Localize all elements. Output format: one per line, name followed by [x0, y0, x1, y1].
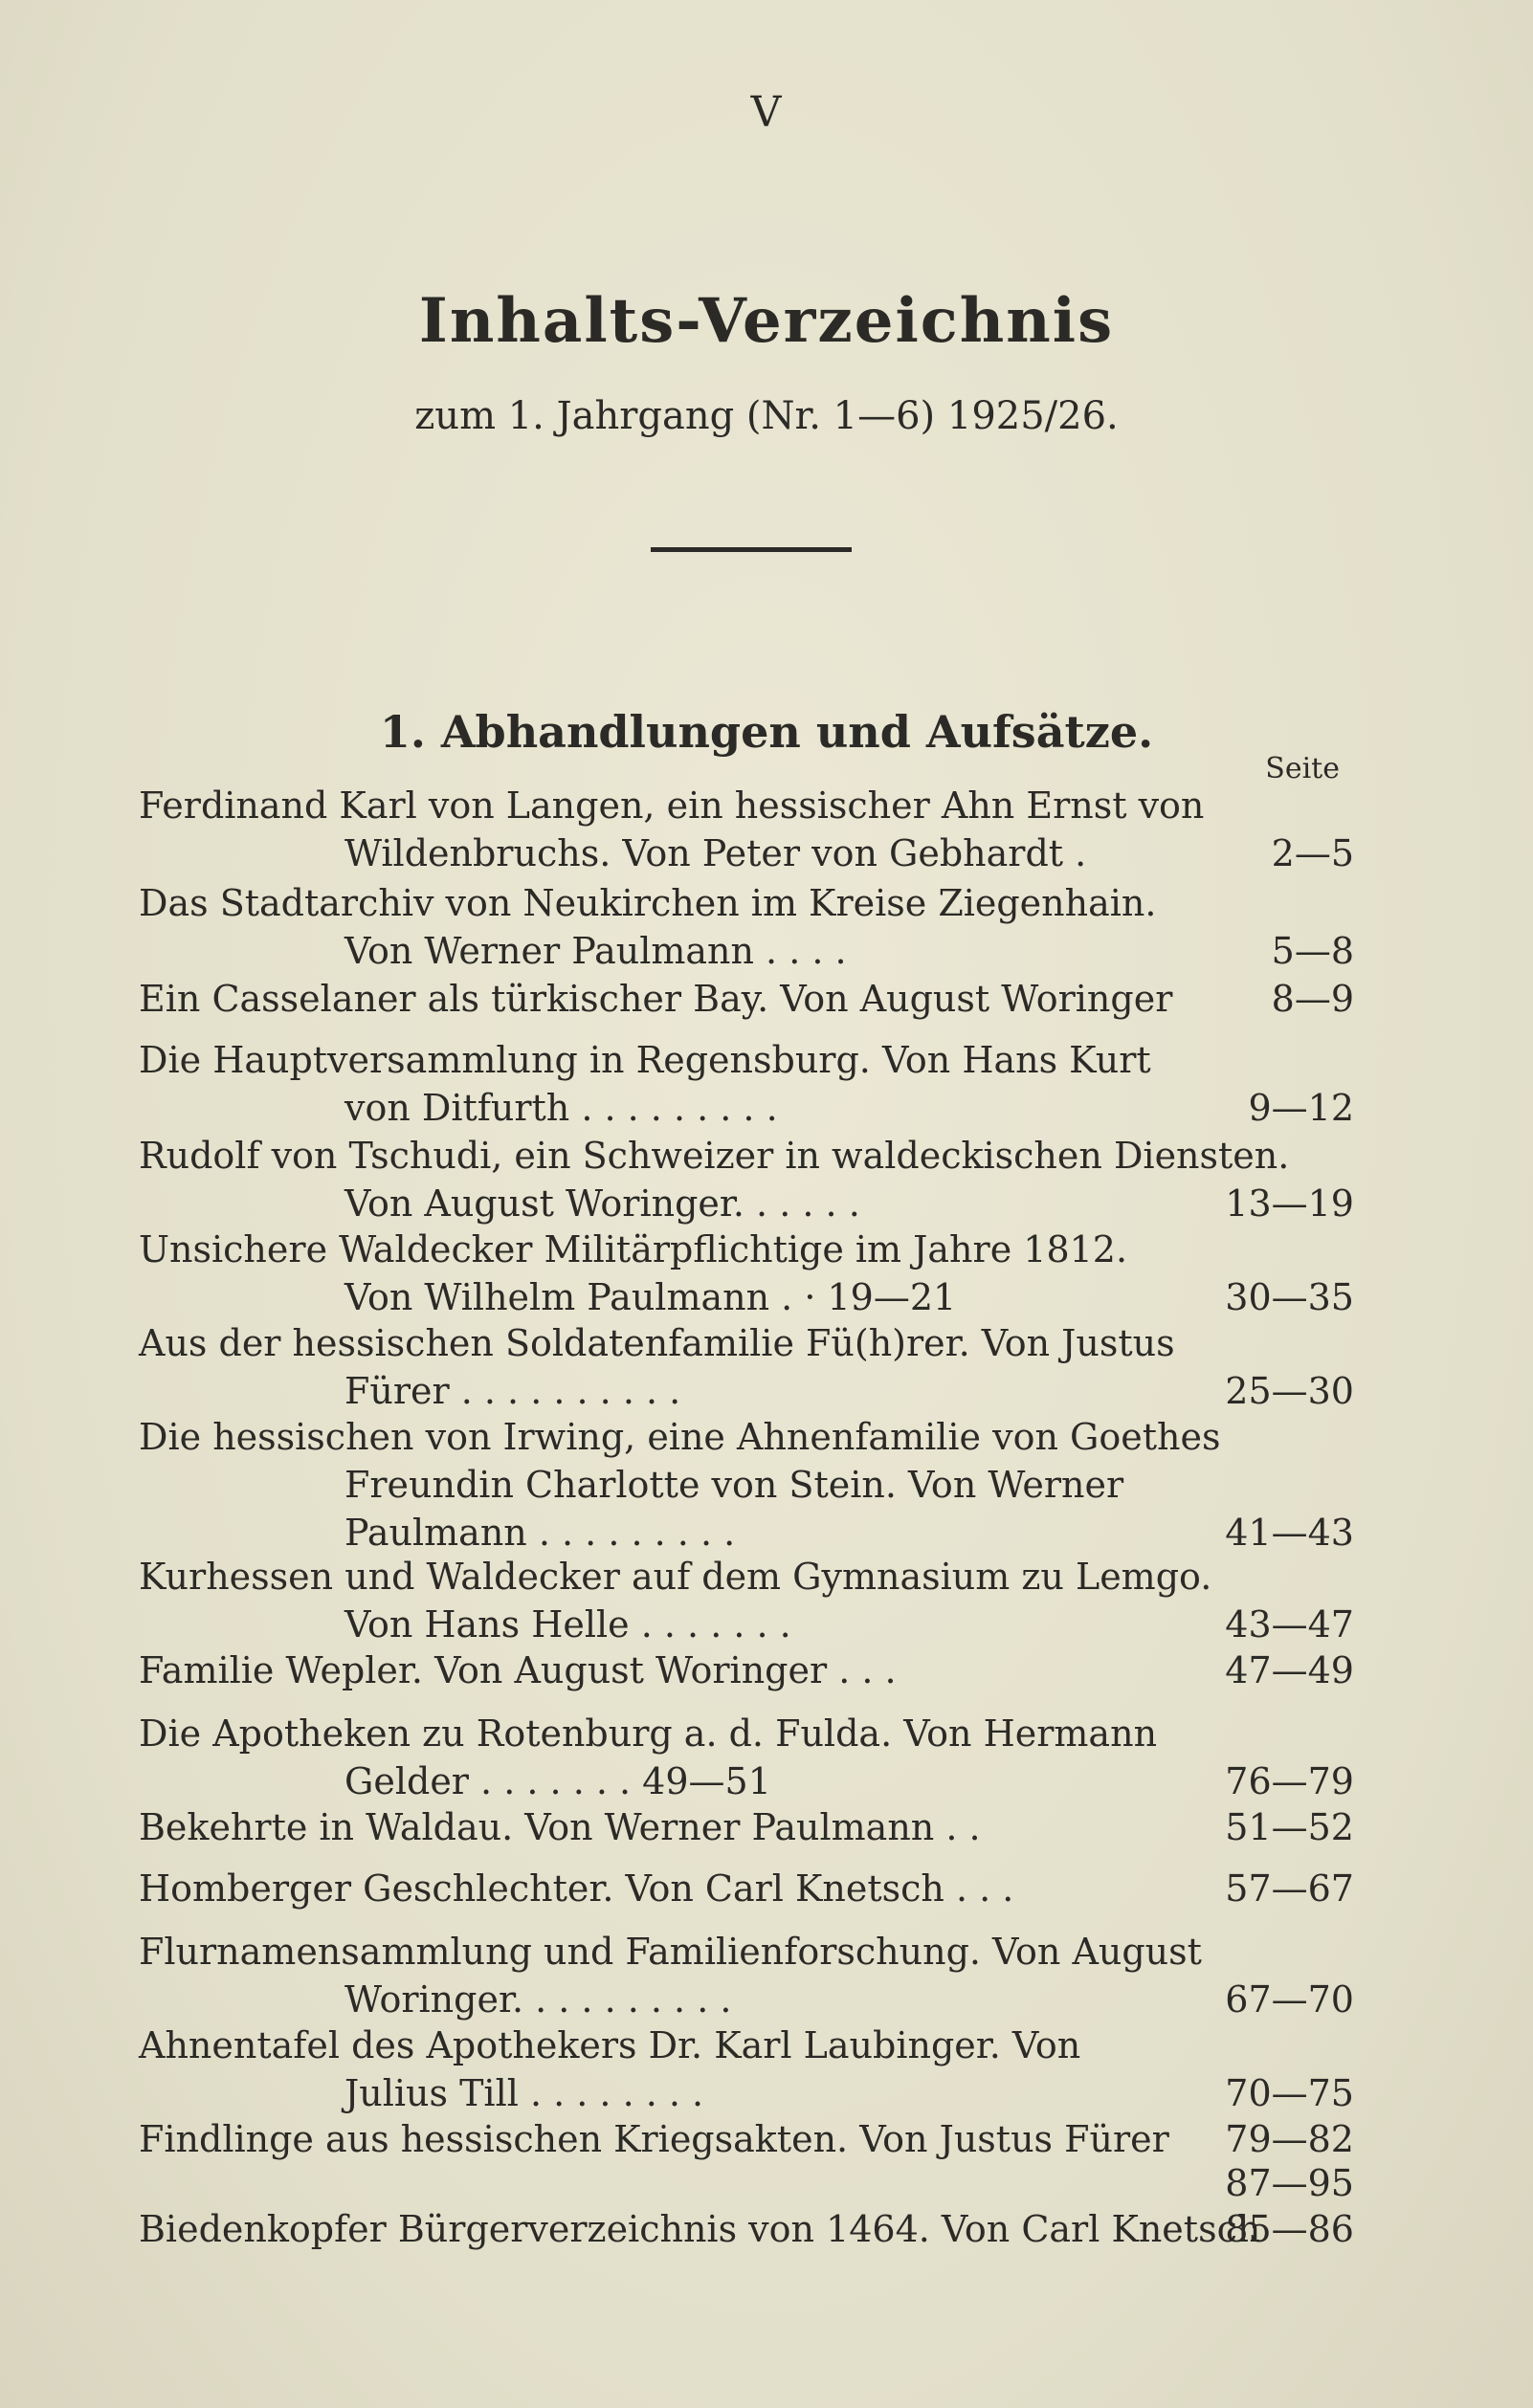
entry-line: Ein Casselaner als türkischer Bay. Von August Woringer: [139, 978, 1173, 1020]
entry-pages: 2—5: [1271, 832, 1354, 874]
title-divider: [651, 547, 852, 552]
entry-line: Julius Till . . . . . . . .: [344, 2072, 704, 2114]
entry-pages: 70—75: [1225, 2072, 1354, 2114]
entry-pages-extra: 87—95: [1225, 2162, 1354, 2204]
entry-line: Von August Woringer. . . . . .: [344, 1182, 860, 1225]
entry-line: Rudolf von Tschudi, ein Schweizer in waldeckischen Diensten.: [139, 1135, 1290, 1177]
entry-line: Gelder . . . . . . . 49—51: [344, 1760, 771, 1802]
entry-line: Findlinge aus hessischen Kriegsakten. Von Justus Fürer: [139, 2118, 1169, 2160]
entry-line: Paulmann . . . . . . . . .: [344, 1512, 736, 1554]
page-number: V: [750, 88, 783, 137]
entry-line: Flurnamensammlung und Familienforschung. Von August: [139, 1931, 1202, 1973]
column-header-seite: Seite: [1265, 752, 1340, 785]
entry-line: Freundin Charlotte von Stein. Von Werner: [344, 1464, 1124, 1506]
entry-pages: 85—86: [1225, 2208, 1354, 2250]
entry-pages: 5—8: [1271, 930, 1354, 972]
entry-line: Von Wilhelm Paulmann . · 19—21: [344, 1276, 957, 1318]
entry-line: Ahnentafel des Apothekers Dr. Karl Laubinger. Von: [139, 2024, 1081, 2066]
entry-pages: 51—52: [1225, 1806, 1354, 1848]
entry-line: Familie Wepler. Von August Woringer . . .: [139, 1649, 897, 1691]
entry-pages: 41—43: [1225, 1512, 1354, 1554]
entry-pages: 47—49: [1225, 1649, 1354, 1691]
entry-line: Kurhessen und Waldecker auf dem Gymnasium zu Lemgo.: [139, 1556, 1212, 1598]
page-subtitle: zum 1. Jahrgang (Nr. 1—6) 1925/26.: [414, 394, 1119, 438]
section-heading: 1. Abhandlungen und Aufsätze.: [379, 706, 1154, 758]
entry-line: Ferdinand Karl von Langen, ein hessischer Ahn Ernst von: [139, 784, 1205, 827]
entry-line: Die Apotheken zu Rotenburg a. d. Fulda. Von Hermann: [139, 1712, 1158, 1755]
entry-pages: 30—35: [1225, 1276, 1354, 1318]
entry-pages: 76—79: [1225, 1760, 1354, 1802]
entry-pages: 8—9: [1271, 978, 1354, 1020]
entry-line: Bekehrte in Waldau. Von Werner Paulmann . .: [139, 1806, 981, 1848]
entry-pages: 57—67: [1225, 1867, 1354, 1910]
entry-line: Die hessischen von Irwing, eine Ahnenfamilie von Goethes: [139, 1416, 1221, 1458]
entry-line: von Ditfurth . . . . . . . . .: [344, 1087, 778, 1129]
entry-line: Woringer. . . . . . . . . .: [344, 1978, 732, 2021]
entry-pages: 43—47: [1225, 1603, 1354, 1646]
page-title: Inhalts-Verzeichnis: [418, 285, 1115, 357]
entry-pages: 25—30: [1225, 1370, 1354, 1412]
entry-line: Von Werner Paulmann . . . .: [344, 930, 847, 972]
entry-pages: 9—12: [1248, 1087, 1354, 1129]
entry-line: Die Hauptversammlung in Regensburg. Von Hans Kurt: [139, 1039, 1151, 1081]
entry-line: Von Hans Helle . . . . . . .: [344, 1603, 791, 1646]
entry-line: Biedenkopfer Bürgerverzeichnis von 1464. Von Carl Knetsch: [139, 2208, 1261, 2250]
entry-pages: 13—19: [1225, 1182, 1354, 1225]
entry-line: Aus der hessischen Soldatenfamilie Fü(h)rer. Von Justus: [139, 1322, 1175, 1364]
entry-line: Das Stadtarchiv von Neukirchen im Kreise Ziegenhain.: [139, 882, 1157, 924]
entry-line: Wildenbruchs. Von Peter von Gebhardt .: [344, 832, 1087, 874]
entry-line: Unsichere Waldecker Militärpflichtige im Jahre 1812.: [139, 1228, 1128, 1270]
entry-pages: 79—82: [1225, 2118, 1354, 2160]
entry-line: Homberger Geschlechter. Von Carl Knetsch . . .: [139, 1867, 1014, 1910]
entry-line: Fürer . . . . . . . . . .: [344, 1370, 681, 1412]
entry-pages: 67—70: [1225, 1978, 1354, 2021]
